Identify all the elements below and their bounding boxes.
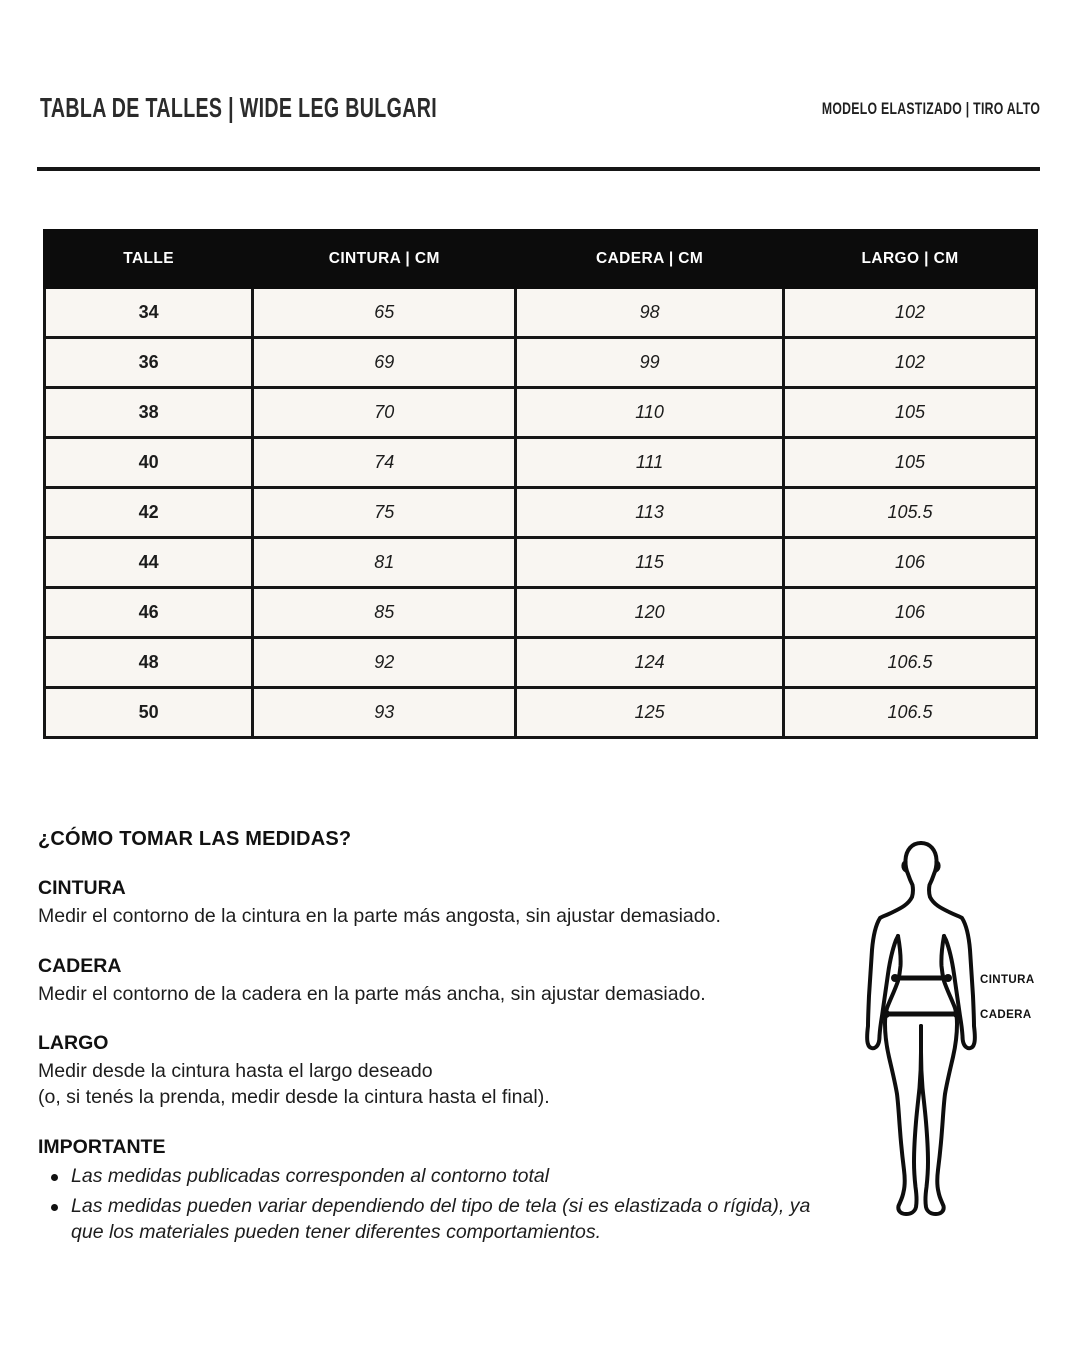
size-value-cell: 48 [45, 638, 253, 688]
size-value-cell: 46 [45, 588, 253, 638]
measure-value-cell: 105 [784, 388, 1037, 438]
size-value-cell: 36 [45, 338, 253, 388]
measure-value-cell: 99 [516, 338, 784, 388]
largo-heading: LARGO [38, 1032, 109, 1055]
hip-line [882, 1010, 961, 1018]
measure-value-cell: 115 [516, 538, 784, 588]
measure-value-cell: 125 [516, 688, 784, 738]
measure-value-cell: 105 [784, 438, 1037, 488]
how-to-heading: ¿CÓMO TOMAR LAS MEDIDAS? [38, 828, 352, 850]
table-row [45, 688, 1037, 738]
column-header-cintura: CINTURA | CM [253, 231, 516, 288]
importante-bullet: Las medidas publicadas corresponden al contorno total [38, 1164, 813, 1190]
measure-value-cell: 105.5 [784, 488, 1037, 538]
measure-value-cell: 102 [784, 288, 1037, 338]
column-header-talle: TALLE [45, 231, 253, 288]
measure-value-cell: 111 [516, 438, 784, 488]
cintura-instructions: Medir el contorno de la cintura en la parte más angosta, sin ajustar demasiado. [38, 905, 721, 928]
measure-value-cell: 65 [253, 288, 516, 338]
table-row [45, 388, 1037, 438]
largo-instructions-line1: Medir desde la cintura hasta el largo deseado [38, 1060, 433, 1083]
size-value-cell: 34 [45, 288, 253, 338]
hip-label: CADERA [980, 1009, 1032, 1021]
size-value-cell: 50 [45, 688, 253, 738]
page-title: TABLA DE TALLES | WIDE LEG BULGARI [40, 92, 438, 123]
measure-value-cell: 110 [516, 388, 784, 438]
table-row [45, 288, 1037, 338]
table-row [45, 438, 1037, 488]
measure-value-cell: 69 [253, 338, 516, 388]
cadera-instructions: Medir el contorno de la cadera en la parte más ancha, sin ajustar demasiado. [38, 982, 706, 1005]
how-to-measure-section [38, 826, 813, 1249]
measure-value-cell: 70 [253, 388, 516, 438]
measure-value-cell: 75 [253, 488, 516, 538]
measure-value-cell: 81 [253, 538, 516, 588]
model-subtitle: MODELO ELASTIZADO | TIRO ALTO [821, 99, 1040, 118]
measure-value-cell: 106 [784, 538, 1037, 588]
measure-value-cell: 85 [253, 588, 516, 638]
body-measurement-figure [840, 826, 1080, 1254]
largo-instructions-line2: (o, si tenés la prenda, medir desde la cintura hasta el final). [38, 1085, 550, 1108]
cadera-heading: CADERA [38, 954, 122, 977]
importante-heading: IMPORTANTE [38, 1135, 166, 1158]
table-row [45, 538, 1037, 588]
table-row [45, 588, 1037, 638]
column-header-cadera: CADERA | CM [516, 231, 784, 288]
measure-value-cell: 92 [253, 638, 516, 688]
size-table-head [45, 231, 1037, 288]
header-divider [37, 167, 1040, 171]
size-table-body [45, 288, 1037, 738]
measure-value-cell: 113 [516, 488, 784, 538]
size-table [43, 229, 1038, 739]
size-value-cell: 40 [45, 438, 253, 488]
importante-list [38, 1164, 813, 1245]
table-row [45, 488, 1037, 538]
header-row [45, 231, 1037, 288]
size-value-cell: 38 [45, 388, 253, 438]
measure-value-cell: 98 [516, 288, 784, 338]
measure-value-cell: 74 [253, 438, 516, 488]
measure-value-cell: 120 [516, 588, 784, 638]
measure-value-cell: 124 [516, 638, 784, 688]
measure-value-cell: 106.5 [784, 638, 1037, 688]
table-row [45, 338, 1037, 388]
size-value-cell: 44 [45, 538, 253, 588]
size-value-cell: 42 [45, 488, 253, 538]
importante-bullet: Las medidas pueden variar dependiendo del tipo de tela (si es elastizada o rígida), ya que los materiales pueden tener diferentes comportamientos. [38, 1194, 813, 1245]
measure-value-cell: 93 [253, 688, 516, 738]
cintura-heading: CINTURA [38, 877, 126, 900]
waist-label: CINTURA [980, 974, 1035, 986]
measure-value-cell: 106.5 [784, 688, 1037, 738]
column-header-largo: LARGO | CM [784, 231, 1037, 288]
measure-value-cell: 106 [784, 588, 1037, 638]
body-silhouette-icon [840, 826, 1080, 1254]
table-row [45, 638, 1037, 688]
measure-value-cell: 102 [784, 338, 1037, 388]
